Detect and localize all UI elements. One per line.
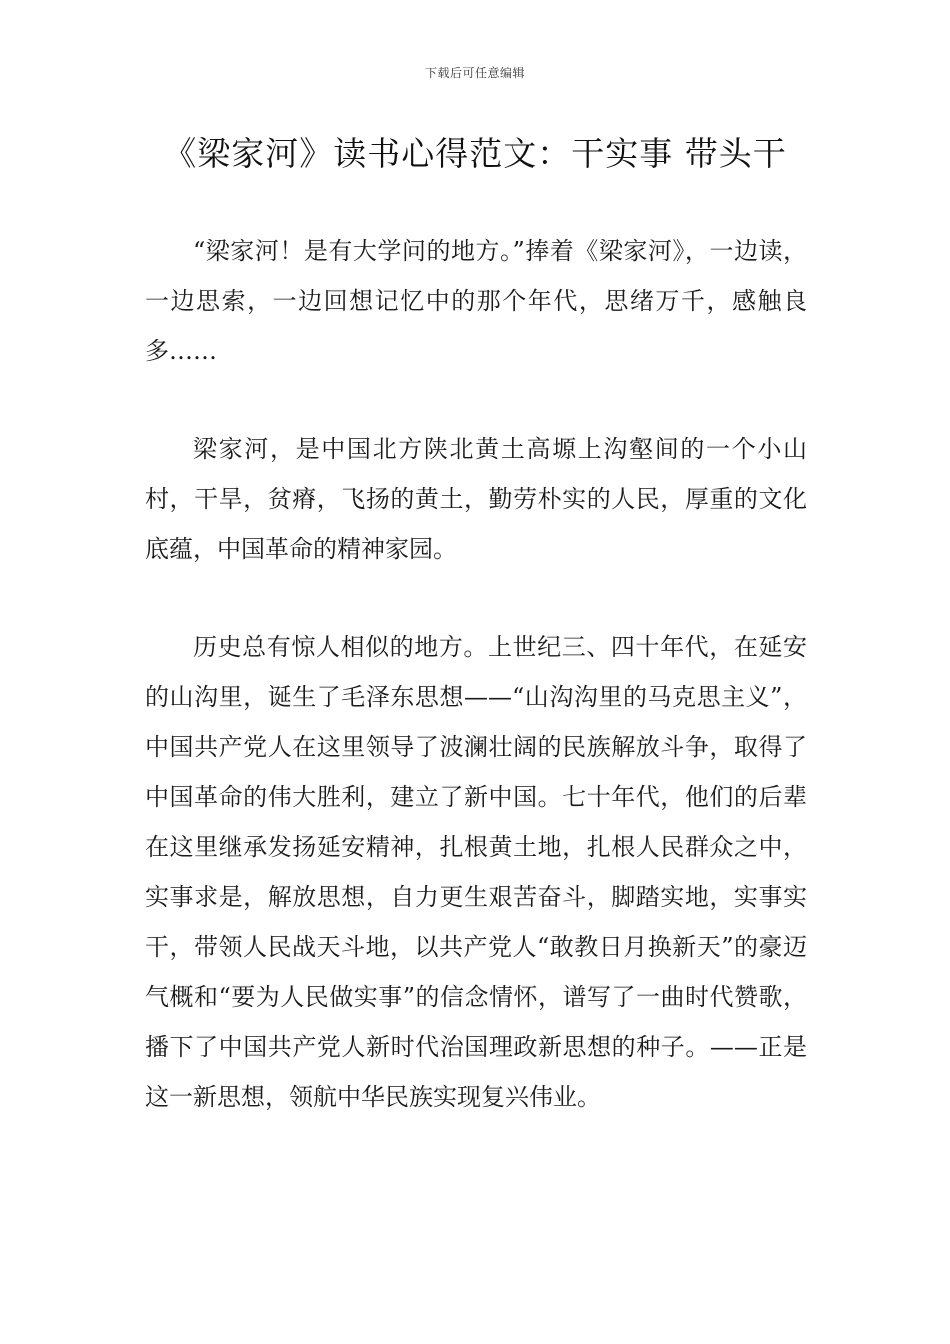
paragraph-intro: “梁家河！是有大学问的地方。”捧着《梁家河》，一边读，一边思索，一边回想记忆中的那个年代，思绪万千，感触良多……: [145, 237, 807, 365]
paragraph-history: 历史总有惊人相似的地方。上世纪三、四十年代，在延安的山沟里，诞生了毛泽东思想——“山沟沟里的马克思主义”，中国共产党人在这里领导了波澜壮阔的民族解放斗争，取得了中国革命的伟大胜利，建立了新中国。七十年代，他们的后辈在这里继承发扬延安精神，扎根黄土地，扎根人民群众之中，实事求是，解放思想，自力更生艰苦奋斗，脚踏实地，实事实干，带领人民战天斗地，以共产党人“敢教日月换新天”的豪迈气概和“要为人民做实事”的信念情怀，谱写了一曲时代赞歌，播下了中国共产党人新时代治国理政新思想的种子。——正是这一新思想，领航中华民族实现复兴伟业。: [145, 633, 807, 1111]
header-note: 下载后可任意编辑: [424, 66, 525, 80]
document-title: 《梁家河》读书心得范文：干实事 带头干: [163, 134, 787, 173]
paragraph-village: 梁家河，是中国北方陕北黄土高塬上沟壑间的一个小山村，干旱，贫瘠，飞扬的黄土，勤劳朴实的人民，厚重的文化底蕴，中国革命的精神家园。: [145, 435, 807, 563]
